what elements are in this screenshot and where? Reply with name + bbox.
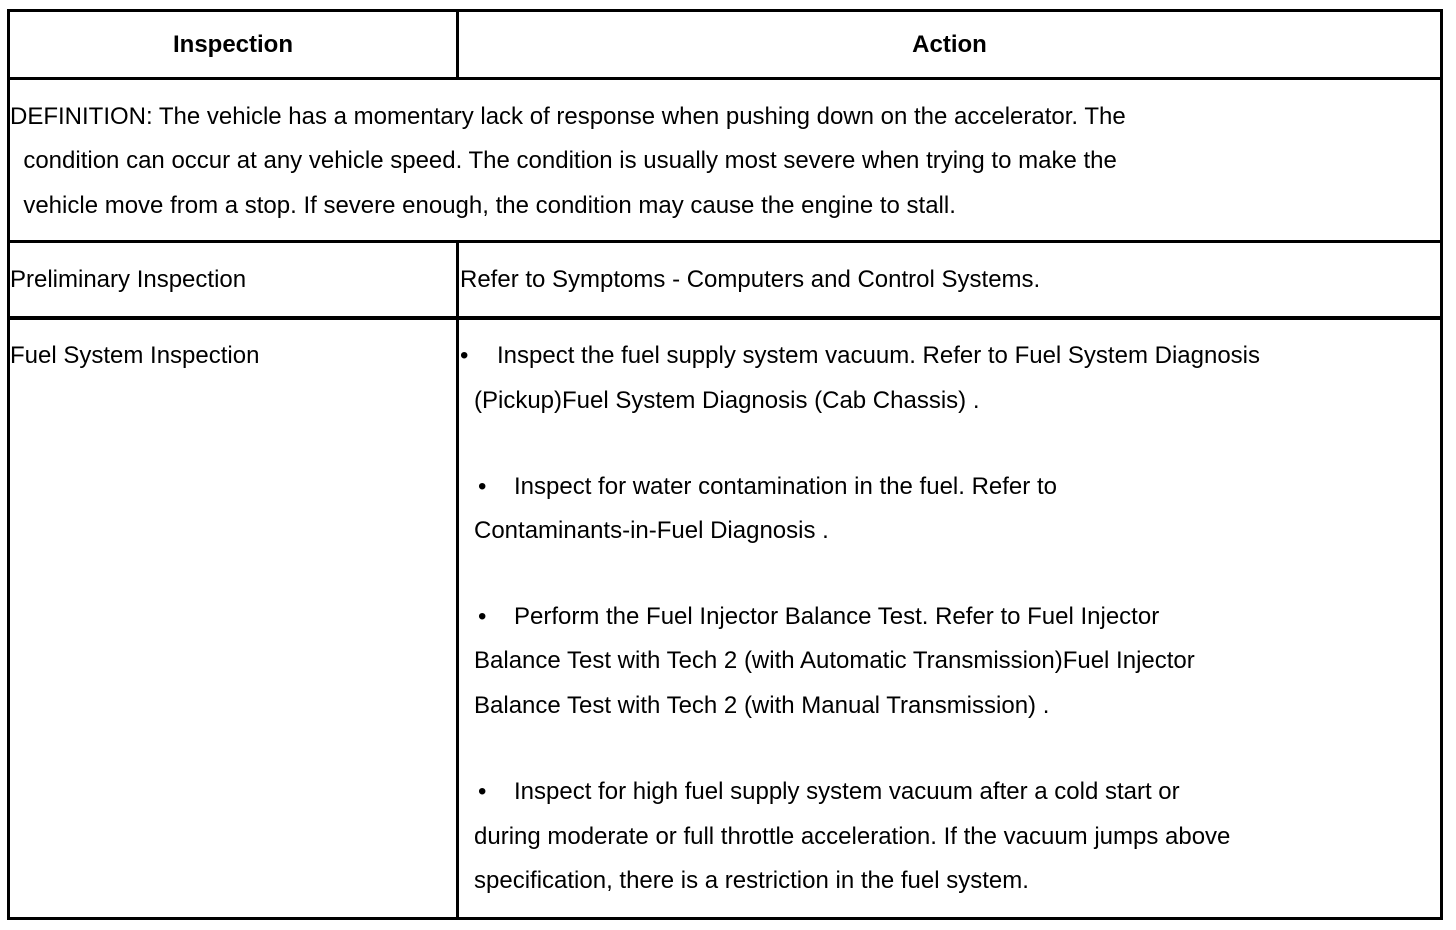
table-border-bottom [7,917,1443,920]
action-line: Perform the Fuel Injector Balance Test. Refer to Fuel Injector [514,603,1160,630]
definition-line: DEFINITION: The vehicle has a momentary lack of response when pushing down on the accelerator. The [10,103,1126,130]
header-inspection: Inspection [172,31,293,58]
action-line: Inspect for water contamination in the fuel. Refer to [514,473,1057,500]
definition-line: vehicle move from a stop. If severe enough, the condition may cause the engine to stall. [10,192,956,219]
action-line: Inspect for high fuel supply system vacuum after a cold start or [514,778,1180,805]
definition-divider [7,240,1443,243]
header-action: Action [912,31,987,58]
column-divider-body [456,240,459,920]
bullet: • [478,473,487,500]
action-cell: Refer to Symptoms - Computers and Control Systems. [460,266,1041,293]
bullet: • [478,603,487,630]
action-line: Balance Test with Tech 2 (with Automatic Transmission)Fuel Injector [474,647,1195,674]
action-line: Balance Test with Tech 2 (with Manual Transmission) . [474,692,1050,719]
row-divider [7,316,1443,320]
action-line: Inspect the fuel supply system vacuum. Refer to Fuel System Diagnosis [497,342,1260,369]
diagnostic-table [7,9,1443,920]
bullet: • [460,342,469,369]
action-line: specification, there is a restriction in the fuel system. [474,867,1029,894]
action-line: during moderate or full throttle acceleration. If the vacuum jumps above [474,823,1231,850]
action-line: (Pickup)Fuel System Diagnosis (Cab Chassis) . [474,387,980,414]
definition-line: condition can occur at any vehicle speed. The condition is usually most severe when trying to make the [10,147,1117,174]
inspection-cell: Fuel System Inspection [10,342,260,369]
bullet: • [478,778,487,805]
inspection-cell: Preliminary Inspection [10,266,247,293]
action-line: Contaminants-in-Fuel Diagnosis . [474,517,829,544]
table-border-right [1440,9,1443,920]
